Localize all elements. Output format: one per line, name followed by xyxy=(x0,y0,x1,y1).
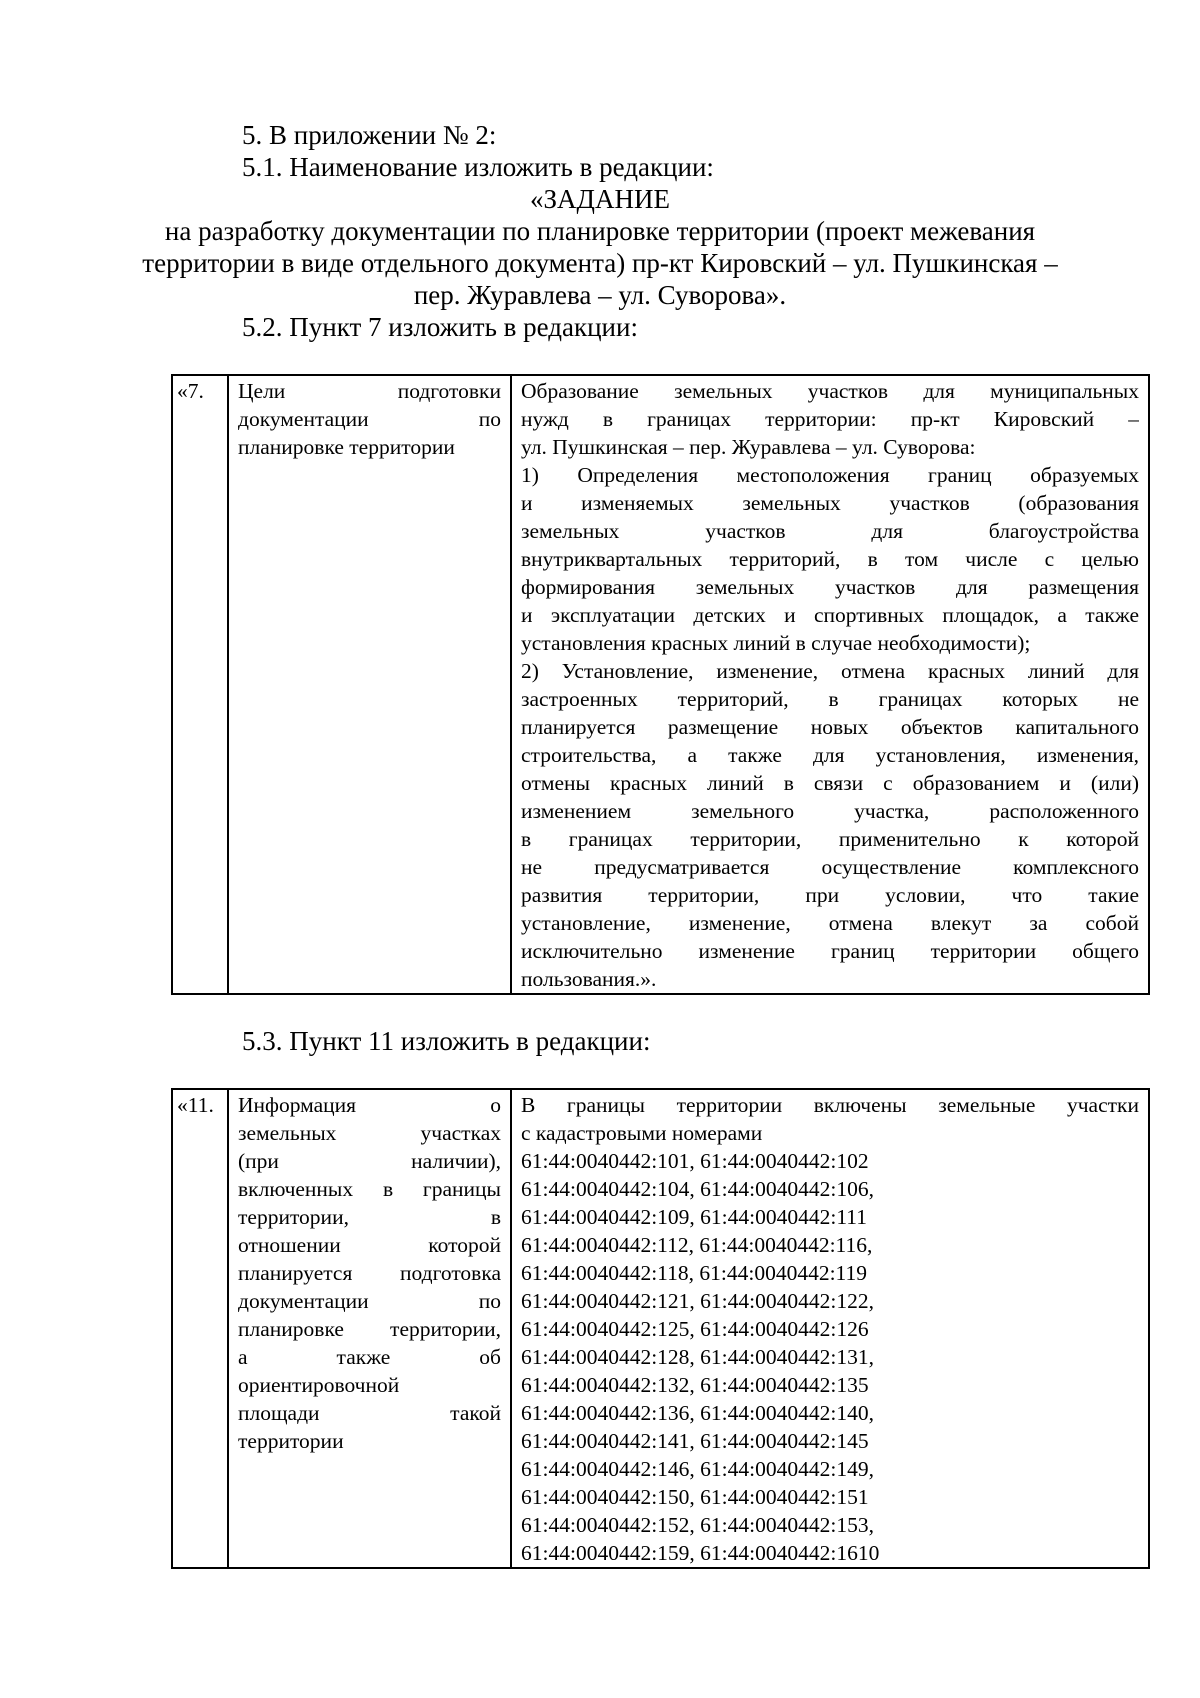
point-label: Цели подготовки документации по планировке территории xyxy=(228,375,511,994)
item-5-2-heading: 5.2. Пункт 7 изложить в редакции: xyxy=(242,312,638,342)
item-5-heading: 5. В приложении № 2: xyxy=(242,120,497,150)
list-item: 61:44:0040442:150, 61:44:0040442:151 xyxy=(521,1485,869,1509)
list-item: 61:44:0040442:152, 61:44:0040442:153, xyxy=(521,1513,874,1537)
list-item: 61:44:0040442:101, 61:44:0040442:102 xyxy=(521,1149,869,1173)
task-subtitle-line-2: территории в виде отдельного документа) пр-кт Кировский – ул. Пушкинская – xyxy=(142,248,1058,278)
item-5-1-heading: 5.1. Наименование изложить в редакции: xyxy=(242,152,714,182)
list-item: 61:44:0040442:136, 61:44:0040442:140, xyxy=(521,1401,874,1425)
list-item: 61:44:0040442:121, 61:44:0040442:122, xyxy=(521,1289,874,1313)
task-subtitle-line-1: на разработку документации по планировке территории (проект межевания xyxy=(164,216,1036,246)
list-item: 61:44:0040442:104, 61:44:0040442:106, xyxy=(521,1177,874,1201)
list-item: 61:44:0040442:159, 61:44:0040442:1610 xyxy=(521,1541,880,1565)
list-item: 61:44:0040442:132, 61:44:0040442:135 xyxy=(521,1373,869,1397)
list-item: 61:44:0040442:128, 61:44:0040442:131, xyxy=(521,1345,874,1369)
task-title: «ЗАДАНИЕ xyxy=(530,184,670,214)
point-content xyxy=(511,1089,1149,1568)
content-intro: В границы территории включены земельные участки с кадастровыми номерами xyxy=(521,1093,1139,1145)
point-number: «11. xyxy=(172,1089,228,1568)
table-row xyxy=(172,375,1149,994)
list-item: 61:44:0040442:125, 61:44:0040442:126 xyxy=(521,1317,869,1341)
list-item: 61:44:0040442:146, 61:44:0040442:149, xyxy=(521,1457,874,1481)
list-item: 61:44:0040442:118, 61:44:0040442:119 xyxy=(521,1261,867,1285)
list-item: 61:44:0040442:141, 61:44:0040442:145 xyxy=(521,1429,869,1453)
cadastral-numbers-list xyxy=(521,1147,1139,1567)
table-row xyxy=(172,1089,1149,1568)
point-content: Образование земельных участков для муниципальных нужд в границах территории: пр-кт Кировский – ул. Пушкинская – пер. Журавлева – ул. Суворова: 1) Определения местоположения границ образуемых и изменяемых земельных участков (образования земельных участков для благоустройства внутриквартальных территорий, в том числе с целью формирования земельных участков для размещения и эксплуатации детских и спортивных площадок, а также установления красных линий в случае необходимости); 2) Установление, изменение, отмена красных линий для застроенных территорий, в границах которых не планируется размещение новых объектов капитального строительства, а также для установления, изменения, отмены красных линий в связи с образованием и (или) изменением земельного участка, расположенного в границах территории, применительно к которой не предусматривается осуществление комплексного развития территории, при условии, что такие установление, изменение, отмена влекут за собой исключительно изменение границ территории общего пользования.». xyxy=(511,375,1149,994)
point-7-table xyxy=(171,374,1150,995)
list-item: 61:44:0040442:112, 61:44:0040442:116, xyxy=(521,1233,873,1257)
point-label: Информация о земельных участках (при наличии), включенных в границы территории, в отношении которой планируется подготовка документации по планировке территории, а также об ориентировочной площади такой территории xyxy=(228,1089,511,1568)
point-number: «7. xyxy=(172,375,228,994)
item-5-3-heading: 5.3. Пункт 11 изложить в редакции: xyxy=(242,1026,651,1056)
task-subtitle-line-3: пер. Журавлева – ул. Суворова». xyxy=(413,280,787,310)
list-item: 61:44:0040442:109, 61:44:0040442:111 xyxy=(521,1205,867,1229)
point-11-table xyxy=(171,1088,1150,1569)
